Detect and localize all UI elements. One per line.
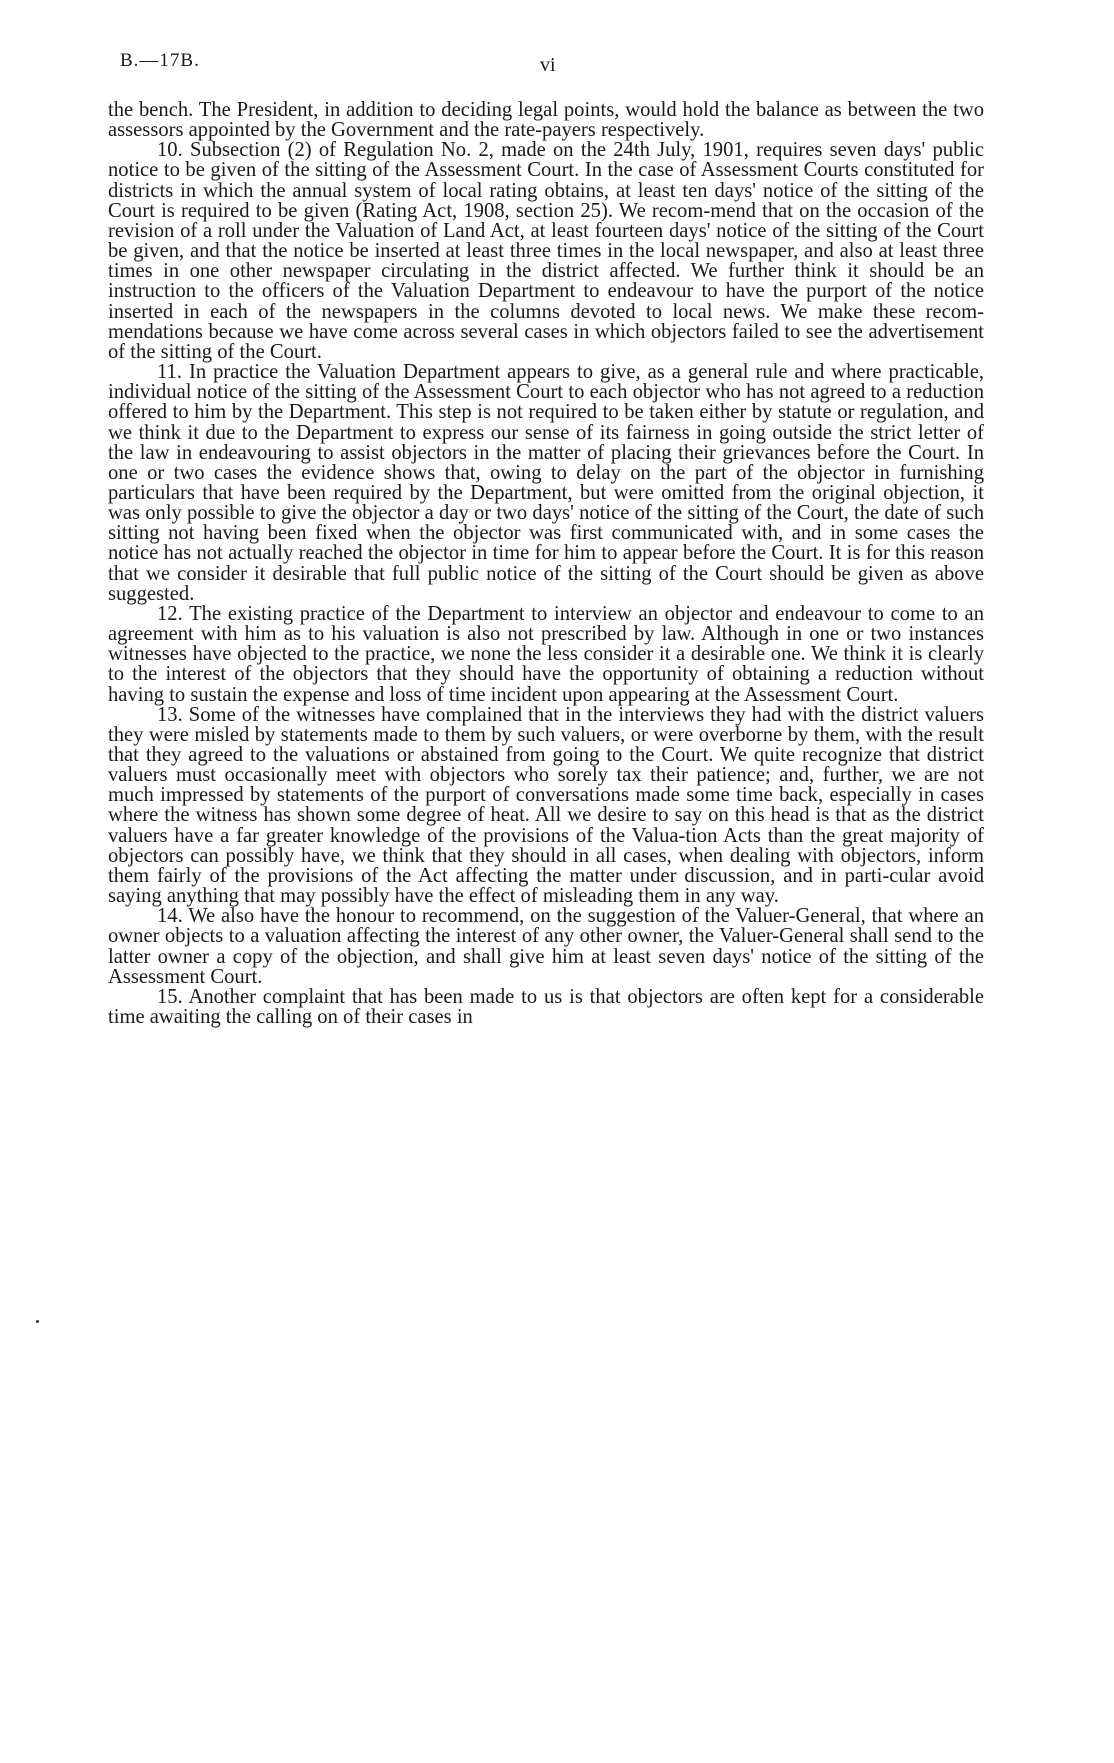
- paragraph-14: [108, 906, 984, 987]
- paragraph-text: We also have the honour to recommend, on the suggestion of the Valuer-General, that where an owner objects to a valuation affecting the interest of any other owner, the Valuer-General shall send to the latter owner a copy of the objection, and shall give him at least seven days' notice of the sitting of the Assessment Court.: [108, 905, 984, 988]
- paragraph-text: In practice the Valuation Department appears to give, as a general rule and where practicable, individual notice of the sitting of the Assessment Court to each objector who has not agreed to a reduction offered to him by the Department. This step is not required to be taken either by statute or regulation, and we think it due to the Department to express our sense of its fairness in going outside the strict letter of the law in endeavouring to assist objectors in the matter of placing their grievances before the Court. In one or two cases the evidence shows that, owing to delay on the part of the objector in furnishing particulars that have been required by the Department, but were omitted from the original objection, it was only possible to give the objector a day or two days' notice of the sitting of the Court, the date of such sitting not having been fixed when the objector was first communicated with, and in some cases the notice has not actually reached the objector in time for him to appear before the Court. It is for this reason that we consider it desirable that full public notice of the sitting of the Court should be given as above suggested.: [108, 361, 984, 605]
- paragraph-number: 14.: [157, 905, 183, 928]
- paragraph-10: [108, 140, 984, 362]
- document-body: [108, 100, 984, 1027]
- page-number: vi: [540, 54, 556, 76]
- paragraph-text: Some of the witnesses have complained that in the interviews they had with the district valuers they were misled by statements made to them by such valuers, or were overborne by them, with the result that they agreed to the valuations or abstained from going to the Court. We quite recognize that district valuers must occasionally meet with objectors who sorely tax their patience; and, further, we are not much impressed by statements of the purport of conversations made some time back, especially in cases where the witness has shown some degree of heat. All we desire to say on this head is that as the district valuers have a far greater knowledge of the provisions of the Valua-tion Acts than the great majority of objectors can possibly have, we think that they should in all cases, when dealing with objectors, inform them fairly of the provisions of the Act affecting the matter under discussion, and in parti-cular avoid saying anything that may possibly have the effect of misleading them in any way.: [108, 703, 984, 908]
- paragraph-continuation: [108, 100, 984, 140]
- paragraph-number: 11.: [157, 361, 182, 384]
- paragraph-text: the bench. The President, in addition to deciding legal points, would hold the balance as between the two assessors appointed by the Government and the rate-payers respectively.: [108, 99, 984, 142]
- paragraph-number: 10.: [157, 139, 183, 162]
- paragraph-15: [108, 987, 984, 1027]
- paragraph-text: Subsection (2) of Regulation No. 2, made on the 24th July, 1901, requires seven days' public notice to be given of the sitting of the Assessment Court. In the case of Assessment Courts constituted for districts in which the annual system of local rating obtains, at least ten days' notice of the sitting of the Court is required to be given (Rating Act, 1908, section 25). We recom-mend that on the occasion of the revision of a roll under the Valuation of Land Act, at least fourteen days' notice of the sitting of the Court be given, and that the notice be inserted at least three times in the local newspaper, and also at least three times in one other newspaper circulating in the district affected. We further think it should be an instruction to the officers of the Valuation Department to endeavour to have the purport of the notice inserted in each of the newspapers in the columns devoted to local news. We make these recom-mendations because we have come across several cases in which objectors failed to see the advertisement of the sitting of the Court.: [108, 139, 984, 363]
- paragraph-number: 15.: [157, 985, 183, 1008]
- paragraph-number: 13.: [157, 703, 183, 726]
- paragraph-12: [108, 604, 984, 705]
- report-reference: B.—17B.: [120, 50, 200, 71]
- paragraph-text: The existing practice of the Department to interview an objector and endeavour to come to an agreement with him as to his valuation is also not prescribed by law. Although in one or two instances witnesses have objected to the practice, we none the less consider it a desirable one. We think it is clearly to the interest of the objectors that they should have the opportunity of obtaining a reduction without having to sustain the expense and loss of time incident upon appearing at the Assessment Court.: [108, 602, 984, 706]
- paragraph-11: [108, 362, 984, 604]
- paragraph-number: 12.: [157, 602, 183, 625]
- paragraph-13: [108, 705, 984, 907]
- paragraph-text: Another complaint that has been made to us is that objectors are often kept for a considerable time awaiting the calling on of their cases in: [108, 985, 984, 1029]
- scan-speck: [36, 1320, 39, 1323]
